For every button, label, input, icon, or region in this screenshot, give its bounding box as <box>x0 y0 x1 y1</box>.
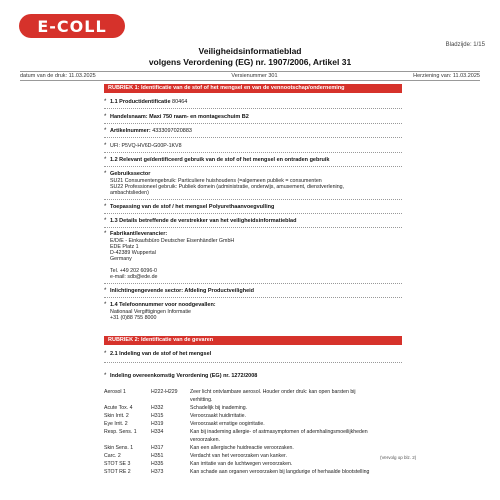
hazard-row <box>104 397 372 405</box>
use-sector-label: Gebruikssector <box>110 171 151 177</box>
bullet: * <box>104 171 107 177</box>
application: Toepassing van de stof / het mengsel Polyurethaanvoegvulling <box>110 204 275 210</box>
classification-heading: 2.1 Indeling van de stof of het mengsel <box>110 351 212 357</box>
product-identifier-label: 1.1 Productidentificatie <box>110 99 171 105</box>
hazard-row <box>104 405 372 413</box>
hazard-row <box>104 429 372 437</box>
hazard-code: H332 <box>151 405 164 411</box>
hazard-class: Carc. 2 <box>104 453 121 459</box>
hazard-code: H222-H229 <box>151 389 178 395</box>
bullet: * <box>104 373 107 379</box>
article-number-label: Artikelnummer: <box>110 128 151 134</box>
divider <box>104 108 402 109</box>
divider <box>104 166 402 167</box>
divider <box>104 152 402 153</box>
trade-name <box>110 114 249 120</box>
hazard-class: Skin Irrit. 2 <box>104 413 129 419</box>
hazard-statement: Schadelijk bij inademing. <box>190 405 248 411</box>
hazard-row <box>104 413 372 421</box>
divider <box>104 362 402 363</box>
hazard-statement: Verdacht van het veroorzaken van kanker. <box>190 453 287 459</box>
product-identifier <box>110 99 187 105</box>
print-date: datum van de druk: 11.03.2025 <box>20 73 96 79</box>
hazard-code <box>151 437 190 445</box>
section-2-header: RUBRIEK 2: Identificatie van de gevaren <box>104 336 402 345</box>
divider <box>104 283 402 284</box>
date-bar <box>20 71 480 81</box>
manufacturer-line: D-42389 Wuppertal <box>110 250 156 256</box>
hazard-class: Acute Tox. 4 <box>104 405 133 411</box>
emergency-line: Nationaal Vergiftigingen Informatie <box>110 309 191 315</box>
divider <box>104 297 402 298</box>
trade-name-value: Maxi 750 raam- en montageschuim B2 <box>149 114 249 120</box>
article-number-value: 4333097020883 <box>152 128 192 134</box>
manufacturer-line: E/D/E - Einkaufsbüro Deutscher Eisenhändler GmbH <box>110 238 235 244</box>
manufacturer-line: EDE Platz 1 <box>110 244 139 250</box>
bullet: * <box>104 288 107 294</box>
hazard-statement: veroorzaken. <box>190 437 220 443</box>
article-number <box>110 128 192 134</box>
hazard-class: STOT SE 3 <box>104 461 131 467</box>
hazard-statement: Veroorzaakt huidirritatie. <box>190 413 246 419</box>
hazard-class: Eye Irrit. 2 <box>104 421 128 427</box>
use-sector-line: SU21 Consumentengebruik: Particuliere huishoudens (=algemeen publiek = consumenten <box>110 178 322 184</box>
divider <box>104 213 402 214</box>
hazard-statement: Kan een allergische huidreactie veroorzaken. <box>190 445 294 451</box>
continuation-note: (Vervolg op blz. 2) <box>380 455 417 460</box>
page-number: Bladzijde: 1/15 <box>445 42 485 48</box>
hazard-class: Skin Sens. 1 <box>104 445 134 451</box>
hazard-statement: Kan schade aan organen veroorzaken bij langdurige of herhaalde blootstelling <box>190 469 370 475</box>
divider <box>104 227 402 228</box>
hazard-class: STOT RE 2 <box>104 469 131 475</box>
divider <box>104 123 402 124</box>
hazard-table <box>104 389 372 477</box>
information-department: Inlichtingengevende sector: Afdeling Productveiligheid <box>110 288 255 294</box>
bullet: * <box>104 128 107 134</box>
bullet: * <box>104 157 107 163</box>
hazard-row <box>104 437 372 445</box>
hazard-code: H373 <box>151 469 164 475</box>
manufacturer-email[interactable]: e-mail: sdb@ede.de <box>110 274 158 280</box>
hazard-statement: Kan irritatie van de luchtwegen veroorzaken. <box>190 461 293 467</box>
hazard-code: H315 <box>151 413 164 419</box>
ufi-code: UFI: P5VQ-HV6D-G00P-1KV8 <box>110 143 182 149</box>
hazard-code: H335 <box>151 461 164 467</box>
hazard-statement: Veroorzaakt ernstige oogirritatie. <box>190 421 265 427</box>
divider <box>104 199 402 200</box>
bullet: * <box>104 302 107 308</box>
document-subtitle: volgens Verordening (EG) nr. 1907/2006, Artikel 31 <box>148 57 352 67</box>
bullet: * <box>104 231 107 237</box>
manufacturer-line: Germany <box>110 256 132 262</box>
divider <box>104 137 402 138</box>
hazard-code: H351 <box>151 453 164 459</box>
hazard-class: Resp. Sens. 1 <box>104 429 137 435</box>
hazard-class: Aerosol 1 <box>104 389 126 395</box>
supplier-details-heading: 1.3 Details betreffende de verstrekker van het veiligheidsinformatieblad <box>110 218 297 224</box>
hazard-code <box>151 397 190 405</box>
hazard-code: H317 <box>151 445 164 451</box>
use-sector-line: SU22 Professioneel gebruik: Publiek domein (administratie, onderwijs, amusement, dienstverlening, <box>110 184 345 190</box>
manufacturer-phone: Tel. +49 202 6096-0 <box>110 268 157 274</box>
product-identifier-value: 80464 <box>172 99 188 105</box>
bullet: * <box>104 114 107 120</box>
document-title: Veiligheidsinformatieblad <box>198 46 302 56</box>
emergency-line: +31 (0)88 755 8000 <box>110 315 157 321</box>
bullet: * <box>104 204 107 210</box>
company-logo: E-COLL <box>19 14 125 38</box>
revision-date: Herziening van: 11.03.2025 <box>413 73 480 79</box>
bullet: * <box>104 99 107 105</box>
bullet: * <box>104 218 107 224</box>
relevant-use-heading: 1.2 Relevant geïdentificeerd gebruik van de stof of het mengsel en ontraden gebruik <box>110 157 330 163</box>
version-number: Versienummer 301 <box>231 73 278 79</box>
hazard-row <box>104 421 372 429</box>
hazard-statement: Zeer licht ontvlambare aerosol. Houder onder druk: kan open barsten bij <box>190 389 356 395</box>
trade-name-label: Handelsnaam: <box>110 114 148 120</box>
hazard-statement: Kan bij inademing allergie- of astmasymptomen of ademhalingsmoeilijkheden <box>190 429 368 435</box>
hazard-row <box>104 445 372 453</box>
section-1-header: RUBRIEK 1: Identificatie van de stof of het mengsel en van de vennootschap/onderneming <box>104 84 402 93</box>
use-sector-line: ambachtslieden) <box>110 190 149 196</box>
hazard-class <box>104 437 151 445</box>
hazard-code: H319 <box>151 421 164 427</box>
emergency-phone-heading: 1.4 Telefoonnummer voor noodgevallen: <box>110 302 216 308</box>
hazard-row <box>104 389 372 397</box>
bullet: * <box>104 351 107 357</box>
bullet: * <box>104 143 107 149</box>
hazard-row <box>104 461 372 469</box>
manufacturer-label: Fabrikant/leverancier: <box>110 231 168 237</box>
hazard-class <box>104 397 151 405</box>
hazard-row <box>104 453 372 461</box>
hazard-statement: verhitting. <box>190 397 213 403</box>
hazard-code: H334 <box>151 429 164 435</box>
hazard-row <box>104 469 372 477</box>
regulation-classification: Indeling overeenkomstig Verordening (EG) nr. 1272/2008 <box>110 373 258 379</box>
